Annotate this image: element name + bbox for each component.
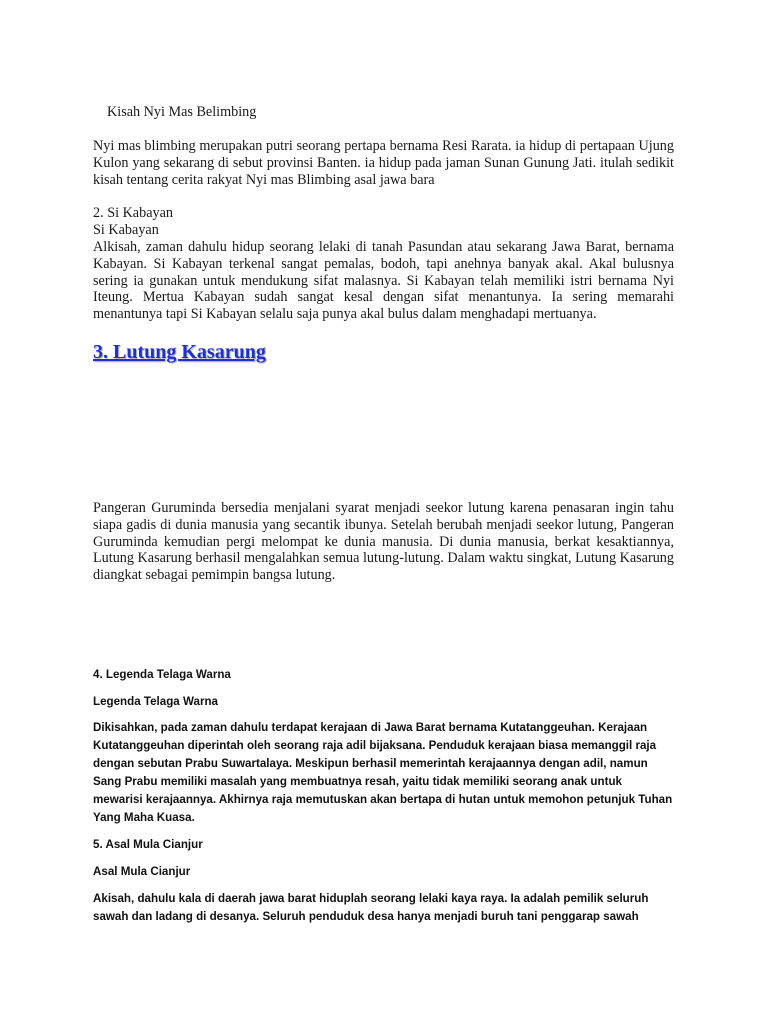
section-heading-si-kabayan: 2. Si Kabayan (93, 205, 173, 221)
section-heading-asal-mula-cianjur: 5. Asal Mula Cianjur (93, 838, 203, 851)
section-heading-lutung-kasarung-link[interactable]: 3. Lutung Kasarung (93, 341, 266, 363)
section-subtitle-asal-mula-cianjur: Asal Mula Cianjur (93, 865, 191, 878)
paragraph-si-kabayan: Alkisah, zaman dahulu hidup seorang lelaki di tanah Pasundan atau sekarang Jawa Barat, bernama Kabayan. Si Kabayan terkenal sangat pemalas, bodoh, tapi anehnya banyak akal. Akal bulusnya sering ia gunakan untuk mendukung sifat malasnya. Si Kabayan telah memiliki istri bernama Nyi Iteung. Mertua Kabayan sudah sangat kesal dengan sifat menantunya. Ia sering memarahi menantunya tapi Si Kabayan selalu saja punya akal bulus dalam menghadapi mertuanya. (93, 239, 674, 323)
paragraph-lutung-kasarung: Pangeran Guruminda bersedia menjalani syarat menjadi seekor lutung karena penasaran ingin tahu siapa gadis di dunia manusia yang secantik ibunya. Setelah berubah menjadi seekor lutung, Pangeran Guruminda kemudian pergi melompat ke dunia manusia. Di dunia manusia, berkat kesaktiannya, Lutung Kasarung berhasil mengalahkan semua lutung-lutung. Dalam waktu singkat, Lutung Kasarung diangkat sebagai pemimpin bangsa lutung. (93, 500, 674, 584)
section-heading-legenda-telaga-warna: 4. Legenda Telaga Warna (93, 668, 231, 681)
paragraph-asal-mula-cianjur: Akisah, dahulu kala di daerah jawa barat hiduplah seorang lelaki kaya raya. Ia adalah pemilik seluruh sawah dan ladang di desanya. Seluruh penduduk desa hanya menjadi buruh tani penggarap sawah (93, 892, 649, 923)
paragraph-nyi-mas-belimbing: Nyi mas blimbing merupakan putri seorang pertapa bernama Resi Rarata. ia hidup di pertapaan Ujung Kulon yang sekarang di sebut provinsi Banten. ia hidup pada jaman Sunan Gunung Jati. itulah sedikit kisah tentang cerita rakyat Nyi mas Blimbing asal jawa bara (93, 138, 674, 188)
story-title-nyi-mas-belimbing: Kisah Nyi Mas Belimbing (107, 104, 257, 120)
paragraph-legenda-telaga-warna: Dikisahkan, pada zaman dahulu terdapat kerajaan di Jawa Barat bernama Kutatanggeuhan. Kerajaan Kutatanggeuhan diperintah oleh seorang raja adil bijaksana. Penduduk kerajaan biasa memanggil raja dengan sebutan Prabu Suwartalaya. Meskipun berhasil memerintah kerajaannya dengan adil, namun Sang Prabu memiliki masalah yang membuatnya resah, yaitu tidak memiliki seorang anak untuk mewarisi kerajaannya. Akhirnya raja memutuskan akan bertapa di hutan untuk memohon petunjuk Tuhan Yang Maha Kuasa. (93, 721, 673, 824)
section-subtitle-legenda-telaga-warna: Legenda Telaga Warna (93, 695, 218, 708)
section-subtitle-si-kabayan: Si Kabayan (93, 222, 159, 238)
